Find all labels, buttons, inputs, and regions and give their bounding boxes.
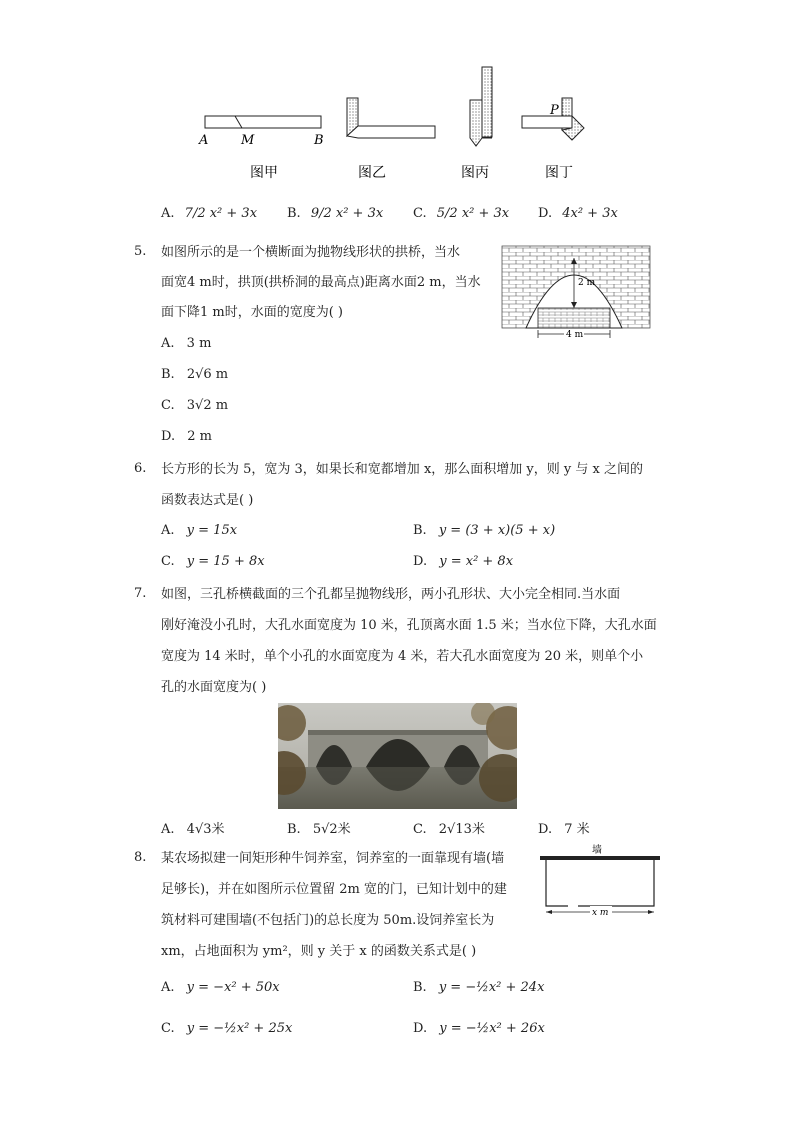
- length-label: x m: [592, 908, 609, 918]
- option-text: 5√2米: [312, 822, 351, 837]
- arch-width-label: 4 m: [566, 330, 584, 340]
- q7-line-3: 宽度为 14 米时，单个小孔的水面宽度为 4 米，若大孔水面宽度为 20 米，则单个小: [161, 649, 644, 664]
- q6-line-2: 函数表达式是( ): [161, 493, 254, 508]
- caption-bing: 图丙: [461, 165, 489, 181]
- option-letter: B.: [161, 367, 175, 382]
- q7-option-d[interactable]: [538, 818, 590, 837]
- q4-option-a[interactable]: [161, 206, 257, 221]
- q5-option-a[interactable]: [161, 336, 211, 351]
- option-text: 2√13米: [438, 822, 485, 837]
- q8-line-4: xm，占地面积为 ym²，则 y 关于 x 的函数关系式是( ): [161, 944, 477, 959]
- three-arch-bridge-photo: [278, 703, 517, 809]
- q8-option-b[interactable]: [413, 980, 544, 995]
- q6-option-b[interactable]: [413, 523, 555, 538]
- q6-line-1: 长方形的长为 5，宽为 3，如果长和宽都增加 x，那么面积增加 y，则 y 与 x 之间的: [161, 462, 643, 477]
- option-letter: A.: [161, 822, 175, 837]
- option-text: y = 15x: [186, 523, 238, 538]
- q8-line-3: 筑材料可建围墙(不包括门)的总长度为 50m.设饲养室长为: [161, 913, 495, 928]
- option-letter: B.: [413, 980, 427, 995]
- option-text: y = −½x² + 24x: [438, 980, 545, 995]
- figure-jia: [198, 116, 324, 148]
- option-text: 7 米: [564, 822, 590, 837]
- option-text: 2 m: [187, 429, 212, 444]
- arch-bridge-figure: [498, 244, 656, 340]
- q6-option-d[interactable]: [413, 554, 513, 569]
- q4-option-d[interactable]: [538, 206, 618, 221]
- option-letter: D.: [413, 554, 428, 569]
- option-text: 9/2 x² + 3x: [310, 206, 384, 221]
- caption-yi: 图乙: [358, 165, 386, 181]
- option-letter: C.: [161, 398, 175, 413]
- option-letter: B.: [413, 523, 427, 538]
- option-letter: C.: [161, 1021, 175, 1036]
- q6-number: 6.: [134, 461, 147, 476]
- q8-option-a[interactable]: [161, 980, 280, 995]
- option-text: y = −½x² + 25x: [186, 1021, 293, 1036]
- q5-line-1: 如图所示的是一个横断面为抛物线形状的拱桥，当水: [161, 245, 461, 260]
- option-letter: D.: [538, 822, 553, 837]
- q4-option-b[interactable]: [287, 206, 383, 221]
- option-letter: C.: [161, 554, 175, 569]
- option-letter: B.: [287, 822, 301, 837]
- q6-option-a[interactable]: [161, 523, 237, 538]
- option-text: 7/2 x² + 3x: [184, 206, 258, 221]
- figure-yi: [347, 98, 435, 138]
- q8-option-d[interactable]: [413, 1021, 545, 1036]
- q8-line-1: 某农场拟建一间矩形种牛饲养室，饲养室的一面靠现有墙(墙: [161, 851, 505, 866]
- figure-ding: [522, 98, 584, 140]
- q8-option-c[interactable]: [161, 1021, 292, 1036]
- q6-option-c[interactable]: [161, 554, 265, 569]
- q7-line-2: 刚好淹没小孔时，大孔水面宽度为 10 米，孔顶离水面 1.5 米；当水位下降，大孔水面: [161, 618, 657, 633]
- caption-ding: 图丁: [545, 165, 573, 181]
- q7-option-a[interactable]: [161, 818, 225, 837]
- q7-line-1: 如图，三孔桥横截面的三个孔都呈抛物线形，两小孔形状、大小完全相同.当水面: [161, 587, 621, 602]
- option-text: y = 15 + 8x: [186, 554, 265, 569]
- option-text: 5/2 x² + 3x: [436, 206, 510, 221]
- q5-option-c[interactable]: [161, 398, 228, 413]
- option-text: 3 m: [186, 336, 212, 351]
- arch-height-label: 2 m: [578, 278, 596, 288]
- option-text: 4√3米: [186, 822, 225, 837]
- option-letter: D.: [538, 206, 553, 221]
- option-letter: D.: [413, 1021, 428, 1036]
- option-text: 2√6 m: [186, 367, 229, 382]
- option-text: y = (3 + x)(5 + x): [438, 523, 556, 538]
- option-text: 3√2 m: [186, 398, 229, 413]
- q5-option-b[interactable]: [161, 367, 228, 382]
- option-letter: A.: [161, 523, 175, 538]
- option-text: y = x² + 8x: [439, 554, 514, 569]
- label-B: B: [314, 133, 324, 148]
- q5-number: 5.: [134, 244, 147, 259]
- option-letter: A.: [161, 980, 175, 995]
- figure-bing: [470, 67, 492, 146]
- q5-option-d[interactable]: [161, 429, 212, 444]
- q8-number: 8.: [134, 850, 147, 865]
- option-letter: B.: [287, 206, 301, 221]
- option-letter: A.: [161, 206, 175, 221]
- caption-jia: 图甲: [250, 165, 278, 181]
- option-letter: C.: [413, 206, 427, 221]
- option-text: y = −½x² + 26x: [439, 1021, 545, 1036]
- option-text: 4x² + 3x: [562, 206, 618, 221]
- option-letter: C.: [413, 822, 427, 837]
- barn-plan-figure: [538, 842, 662, 918]
- q7-line-4: 孔的水面宽度为( ): [161, 680, 267, 695]
- q5-line-3: 面下降1 m时，水面的宽度为( ): [161, 305, 344, 320]
- label-M: M: [241, 133, 255, 148]
- q7-option-c[interactable]: [413, 818, 485, 837]
- q5-line-2: 面宽4 m时，拱顶(拱桥洞的最高点)距离水面2 m，当水: [161, 275, 481, 290]
- folding-strip-figures: [190, 60, 610, 185]
- label-A: A: [199, 133, 209, 148]
- q4-option-c[interactable]: [413, 206, 509, 221]
- q7-option-b[interactable]: [287, 818, 351, 837]
- label-P: P: [550, 103, 559, 118]
- option-letter: A.: [161, 336, 175, 351]
- q7-number: 7.: [134, 586, 147, 601]
- option-letter: D.: [161, 429, 176, 444]
- option-text: y = −x² + 50x: [186, 980, 280, 995]
- q8-line-2: 足够长)，并在如图所示位置留 2m 宽的门，已知计划中的建: [161, 882, 507, 897]
- wall-label: 墙: [592, 845, 602, 856]
